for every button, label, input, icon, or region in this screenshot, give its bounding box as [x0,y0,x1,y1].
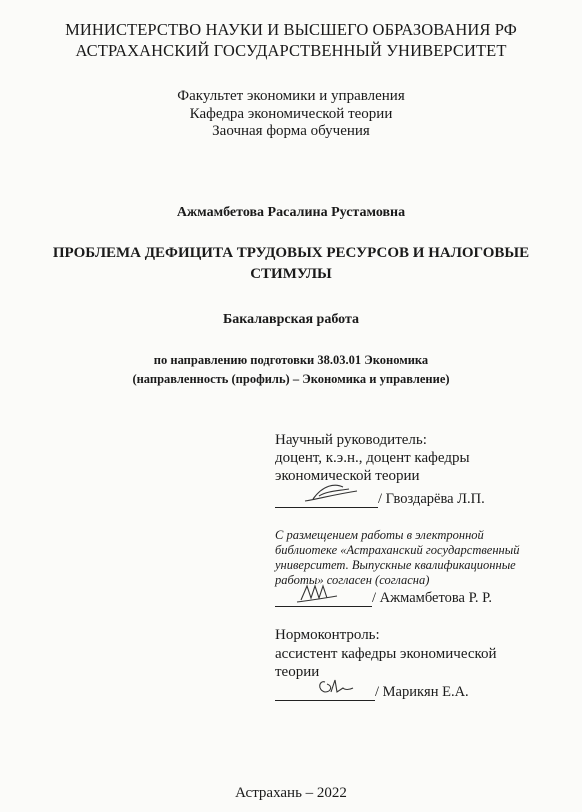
normcontrol-signature-line [275,684,469,701]
author-name: Ажмамбетова Расалина Рустамовна [176,205,406,220]
study-form: Заочная форма обучения [212,123,370,139]
thesis-title-line1: ПРОБЛЕМА ДЕФИЦИТА ТРУДОВЫХ РЕСУРСОВ И НАЛОГОВЫЕ [52,245,530,261]
signature-icon [275,578,355,606]
supervisor-name: / Гвоздарёва Л.П. [378,491,485,507]
department-name: Кафедра экономической теории [189,106,393,122]
direction-line1: по направлению подготовки 38.03.01 Экономика [153,353,429,367]
normcontrol-name: / Марикян Е.А. [375,684,469,700]
supervisor-label: Научный руководитель: [275,432,427,448]
consent-line4: работы» согласен (согласна) [275,573,430,587]
faculty-name: Факультет экономики и управления [177,88,405,104]
author-sign-name: / Ажмамбетова Р. Р. [372,590,492,606]
normcontrol-label: Нормоконтроль: [275,627,380,643]
supervisor-signature-line [275,491,485,508]
author-signature-line [275,590,492,607]
signature-icon [275,672,355,700]
consent-line3: университет. Выпускные квалификационные [275,558,516,572]
normcontrol-position-line1: ассистент кафедры экономической [275,646,497,662]
university-heading: АСТРАХАНСКИЙ ГОСУДАРСТВЕННЫЙ УНИВЕРСИТЕТ [75,41,507,60]
ministry-heading: МИНИСТЕРСТВО НАУКИ И ВЫСШЕГО ОБРАЗОВАНИЯ РФ [65,20,517,39]
supervisor-position-line1: доцент, к.э.н., доцент кафедры [275,450,470,466]
normcontrol-position-line2: теории [275,664,320,680]
thesis-title-line2: СТИМУЛЫ [250,266,332,282]
work-type: Бакалаврская работа [222,312,360,327]
direction-line2: (направленность (профиль) – Экономика и управление) [132,372,450,386]
signature-icon [275,479,365,505]
supervisor-position-line2: экономической теории [275,468,420,484]
consent-line2: библиотеке «Астраханский государственный [275,543,520,557]
city-year: Астрахань – 2022 [235,785,347,801]
consent-line1: С размещением работы в электронной [275,528,484,542]
